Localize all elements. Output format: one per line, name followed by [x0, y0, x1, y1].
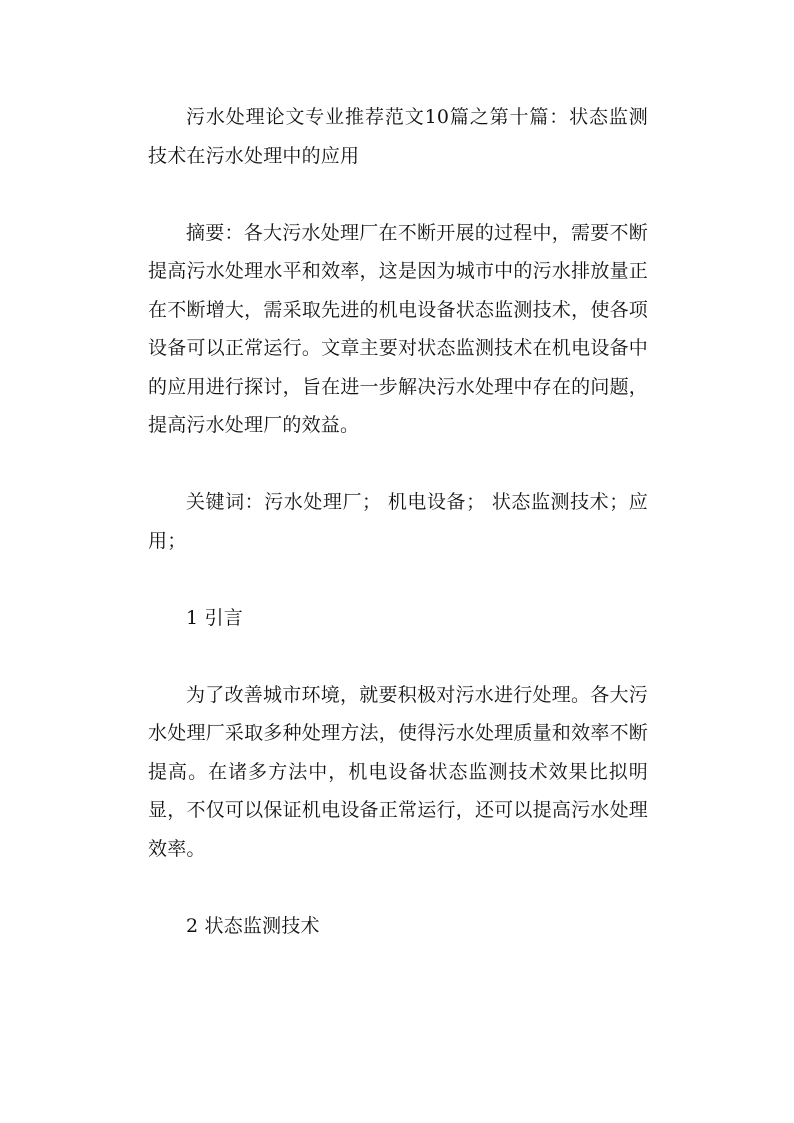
spacer: [148, 637, 648, 676]
spacer: [148, 445, 648, 484]
spacer: [148, 175, 648, 214]
section-1-body: 为了改善城市环境，就要积极对污水进行处理。各大污水处理厂采取多种处理方法，使得污水处理质量和效率不断提高。在诸多方法中，机电设备状态监测技术效果比拟明显，不仅可以保证机电设备正常运行，还可以提高污水处理效率。: [148, 683, 648, 860]
section-2-heading: 2 状态监测技术: [186, 914, 320, 937]
document-page: [148, 98, 648, 945]
document-title: 污水处理论文专业推荐范文10篇之第十篇：状态监测技术在污水处理中的应用: [148, 106, 648, 167]
spacer: [148, 868, 648, 907]
spacer: [148, 560, 648, 599]
abstract-paragraph: 摘要：各大污水处理厂在不断开展的过程中，需要不断提高污水处理水平和效率，这是因为城市中的污水排放量正在不断增大，需采取先进的机电设备状态监测技术，使各项设备可以正常运行。文章主要对状态监测技术在机电设备中的应用进行探讨，旨在进一步解决污水处理中存在的问题，提高污水处理厂的效益。: [148, 221, 648, 436]
section-1-heading: 1 引言: [186, 606, 243, 629]
keywords-paragraph: 关键词：污水处理厂； 机电设备； 状态监测技术；应用；: [148, 491, 648, 552]
